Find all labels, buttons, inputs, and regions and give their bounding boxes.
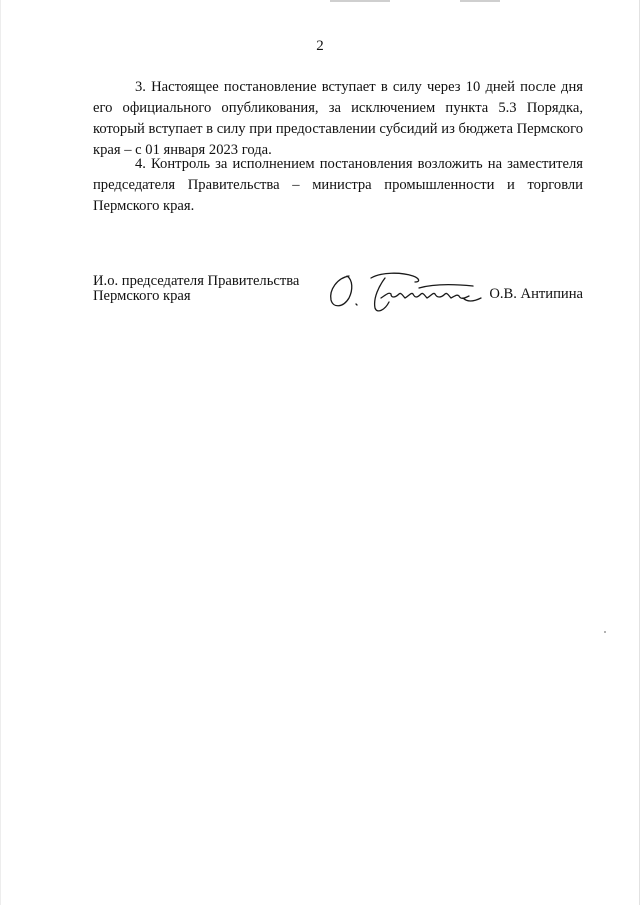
paragraph-effective-date: 3. Настоящее постановление вступает в силу через 10 дней после дня его официального опубликования, за исключением пункта 5.3 Порядка, который вступает в силу при предоставлении субсидий из бюджета Пермского края – с 01 января 2023 года. — [93, 78, 583, 158]
page-number: 2 — [316, 38, 324, 54]
scan-artifact-line — [330, 0, 390, 2]
signatory-name: О.В. Антипина — [489, 286, 583, 302]
scan-artifact-line — [460, 0, 500, 2]
handwritten-signature — [323, 268, 491, 314]
signatory-position-line: Пермского края — [93, 288, 191, 304]
signature-block — [93, 274, 583, 334]
scan-speck — [604, 631, 606, 633]
scan-edge — [0, 0, 1, 905]
paragraph-control: 4. Контроль за исполнением постановления возложить на заместителя председателя Правительства – министра промышленности и торговли Пермского края. — [93, 155, 583, 214]
signatory-position — [93, 274, 299, 304]
signatory-position-line: И.о. председателя Правительства — [93, 273, 300, 289]
